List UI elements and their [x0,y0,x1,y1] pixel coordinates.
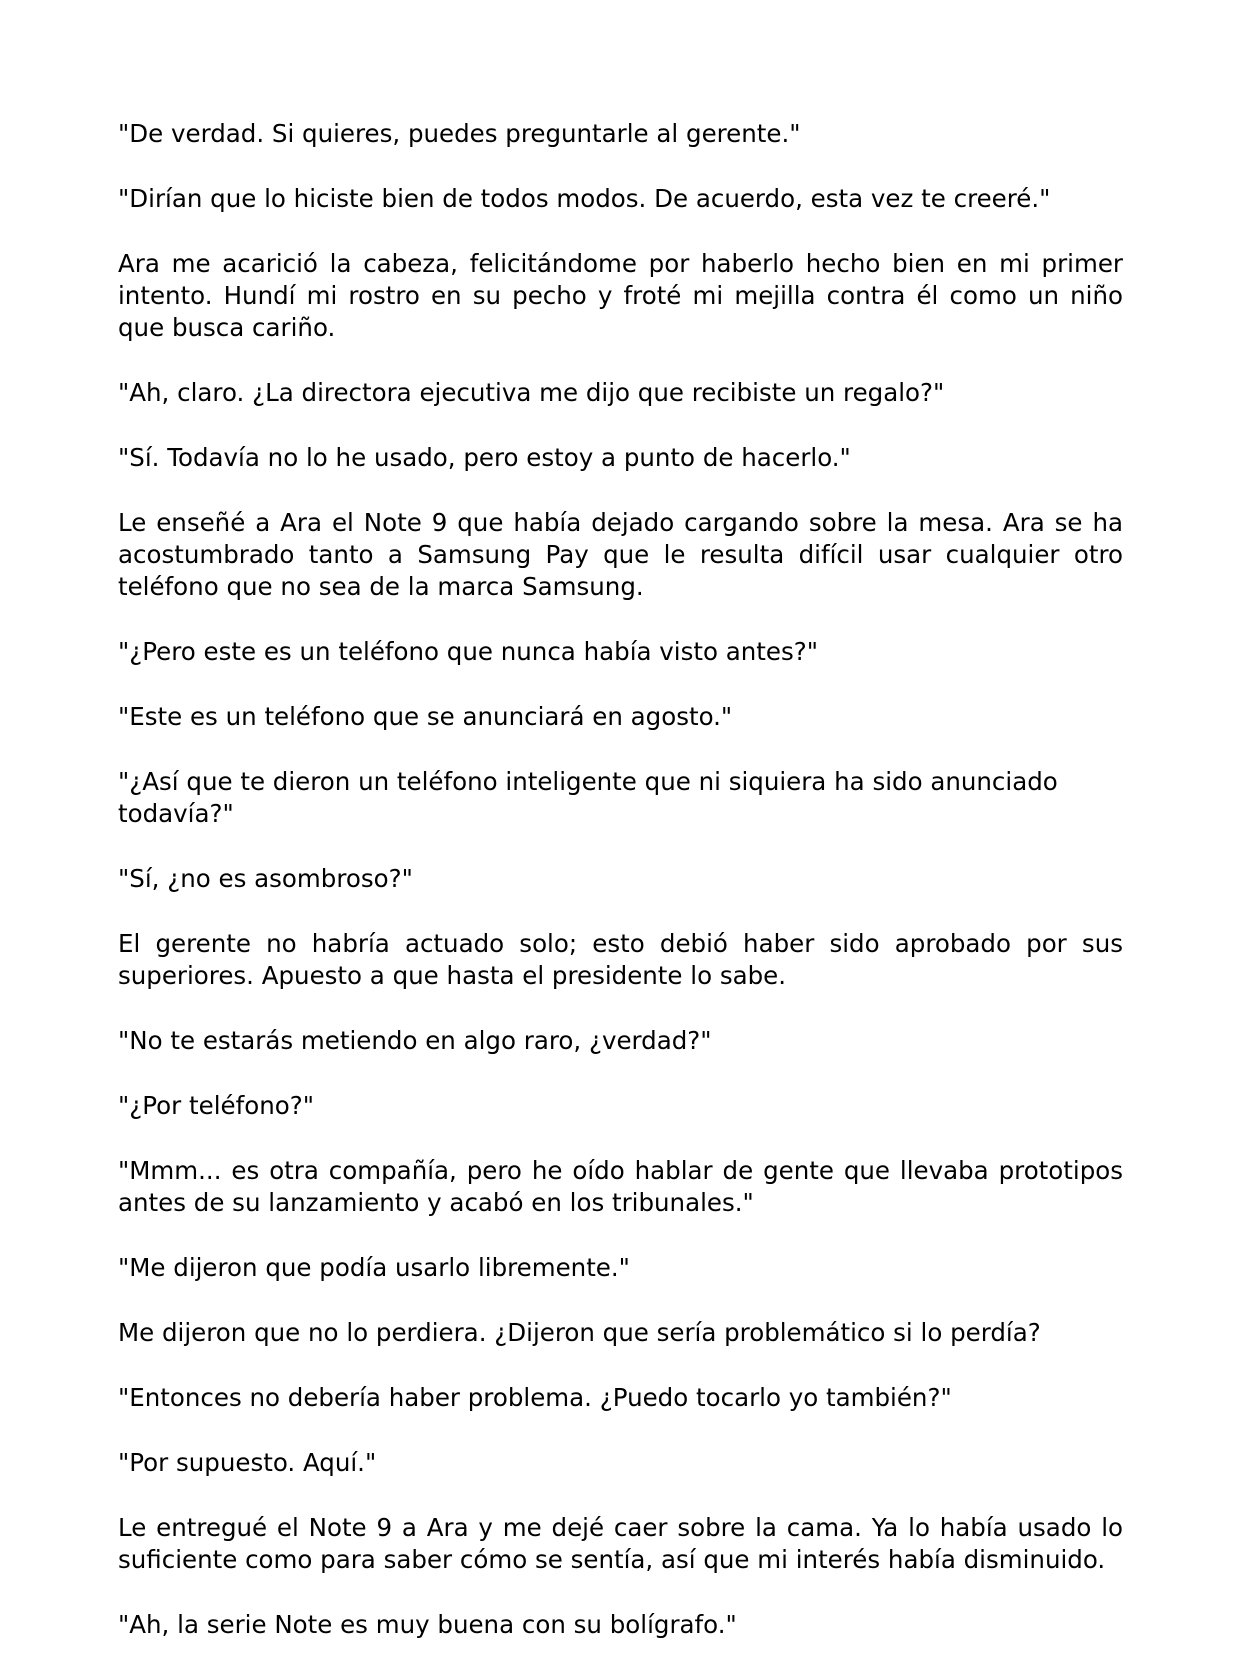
paragraph: "Este es un teléfono que se anunciará en agosto." [118,702,733,731]
paragraph: "De verdad. Si quieres, puedes preguntarle al gerente." [118,119,801,148]
paragraph: "Mmm... es otra compañía, pero he oído hablar de gente que llevaba prototipos antes de su lanzamiento y acabó en los tribunales." [118,1156,1123,1217]
paragraph: "Sí. Todavía no lo he usado, pero estoy a punto de hacerlo." [118,443,851,472]
paragraph: "Dirían que lo hiciste bien de todos modos. De acuerdo, esta vez te creeré." [118,184,1051,213]
document-body [118,118,1123,1674]
paragraph: El gerente no habría actuado solo; esto debió haber sido aprobado por sus superiores. Apuesto a que hasta el presidente lo sabe. [118,929,1123,990]
paragraph: "No te estarás metiendo en algo raro, ¿verdad?" [118,1026,712,1055]
paragraph: Le entregué el Note 9 a Ara y me dejé caer sobre la cama. Ya lo había usado lo suficiente como para saber cómo se sentía, así que mi interés había disminuido. [118,1513,1123,1574]
paragraph: Ara me acarició la cabeza, felicitándome por haberlo hecho bien en mi primer intento. Hundí mi rostro en su pecho y froté mi mejilla contra él como un niño que busca cariño. [118,249,1123,342]
paragraph: Le enseñé a Ara el Note 9 que había dejado cargando sobre la mesa. Ara se ha acostumbrado tanto a Samsung Pay que le resulta difícil usar cualquier otro teléfono que no sea de la marca Samsung. [118,508,1123,601]
paragraph: "Entonces no debería haber problema. ¿Puedo tocarlo yo también?" [118,1383,952,1412]
paragraph: "¿Por teléfono?" [118,1091,314,1120]
paragraph: "Por supuesto. Aquí." [118,1448,377,1477]
paragraph: Me dijeron que no lo perdiera. ¿Dijeron que sería problemático si lo perdía? [118,1318,1041,1347]
paragraph: "Me dijeron que podía usarlo libremente." [118,1253,630,1282]
paragraph: "Sí, ¿no es asombroso?" [118,864,413,893]
paragraph: "¿Pero este es un teléfono que nunca había visto antes?" [118,637,819,666]
paragraph: "¿Así que te dieron un teléfono inteligente que ni siquiera ha sido anunciado todavía?" [118,767,1058,828]
paragraph: "Ah, claro. ¿La directora ejecutiva me dijo que recibiste un regalo?" [118,378,945,407]
paragraph: "Ah, la serie Note es muy buena con su bolígrafo." [118,1610,737,1639]
